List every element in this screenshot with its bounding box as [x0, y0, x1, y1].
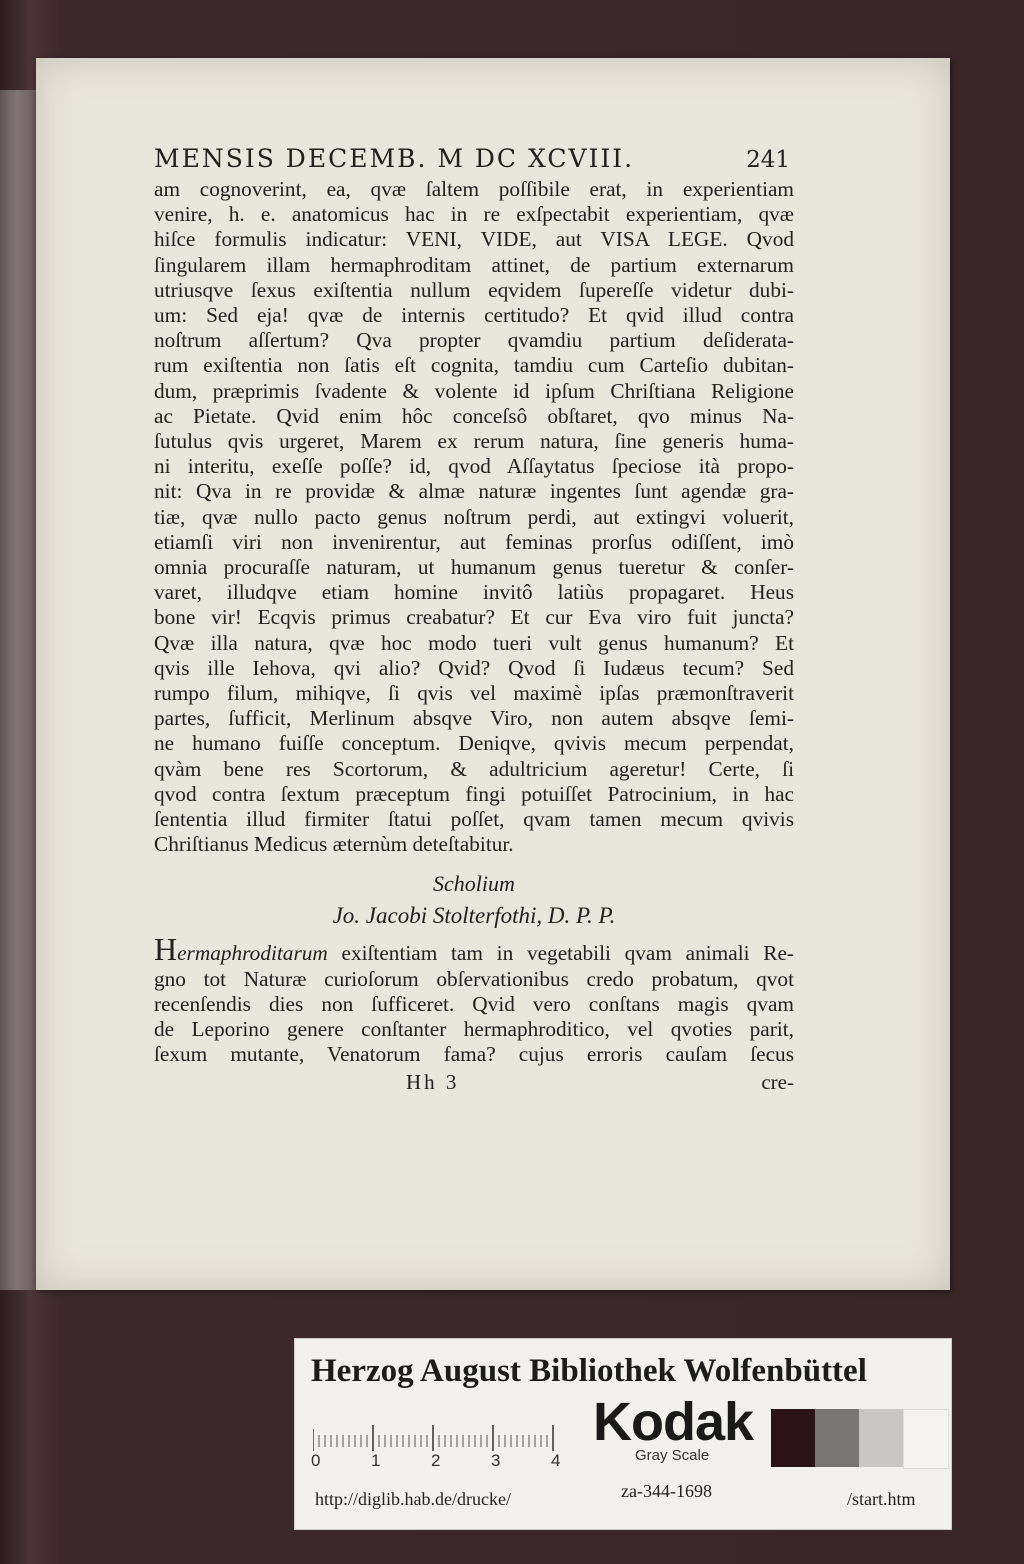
- catchword: cre-: [761, 1069, 794, 1094]
- book-spine: [0, 90, 40, 1290]
- scholium-author: Jo. Jacobi Stolterfothi, D. P. P.: [332, 903, 616, 929]
- kodak-logo: Kodak: [593, 1392, 754, 1452]
- text-line: hiſce formulis indicatur: VENI, VIDE, aut VISA LEGE. Qvod: [154, 227, 794, 252]
- text-line: Chriſtianus Medicus æternùm deteſtabitur.: [154, 832, 514, 857]
- text-line: nit: Qva in re providæ & almæ naturæ ingentes ſunt agendæ gra-: [154, 479, 794, 504]
- book-page: [36, 58, 950, 1290]
- page-number: 241: [746, 147, 790, 173]
- text-block: [154, 144, 794, 1095]
- text-line: etiamſi viri non invenirentur, aut feminas prorſus odiſſent, imò: [154, 529, 794, 554]
- text-line: ſutulus qvis urgeret, Marem ex rerum natura, ſine generis huma-: [154, 429, 794, 454]
- drop-cap: H: [154, 931, 178, 968]
- scholium-title: Scholium: [433, 871, 515, 897]
- text-line: ac Pietate. Qvid enim hôc conceſsô obſtaret, qvo minus Na-: [154, 403, 794, 428]
- text-line: qvàm bene res Scortorum, & adultricium ageretur! Certe, ſi: [154, 756, 794, 781]
- text-line: um: Sed eja! qvæ de internis certitudo? Et qvid illud contra: [154, 303, 794, 328]
- gray-scale-swatches: [771, 1409, 949, 1467]
- ruler-ticks: [313, 1407, 571, 1451]
- ruler-number: 3: [491, 1451, 501, 1470]
- text-line: bone vir! Ecqvis primus creabatur? Et cur Eva viro fuit juncta?: [154, 605, 794, 630]
- text-line: ſententia illud firmiter ſtatui poſſet, qvam tamen mecum qvivis: [154, 807, 794, 832]
- running-header: [154, 144, 794, 173]
- library-color-card: [294, 1338, 952, 1530]
- text-line: qvis ille Iehova, qvi alio? Qvid? Qvod ſi Iudæus tecum? Sed: [154, 655, 794, 680]
- first-line-rest: exiſtentiam tam in vegetabili qvam animali Re-: [327, 941, 794, 966]
- scholium-first-line: [154, 931, 794, 968]
- text-line: varet, illudqve etiam homine invitô latiùs propagaret. Heus: [154, 580, 794, 605]
- measure-ruler: [313, 1407, 571, 1451]
- body-text: [154, 177, 794, 857]
- scholium-text: [154, 931, 794, 1067]
- signature-mark: Hh 3: [406, 1069, 460, 1094]
- swatch-dark-gray: [815, 1409, 859, 1467]
- text-line: Qvæ illa natura, qvæ hoc modo tueri vult genus humanum? Et: [154, 630, 794, 655]
- running-title: MENSIS DECEMB. M DC XCVIII.: [154, 144, 635, 173]
- text-line: recenſendis dies non ſufficeret. Qvid vero conſtans magis qvam: [154, 991, 794, 1016]
- digital-library-url: http://diglib.hab.de/drucke/: [315, 1489, 511, 1509]
- ruler-number: 1: [371, 1451, 381, 1470]
- text-line: utriusqve ſexus exiſtentia nullum eqvidem ſupereſſe videtur dubi-: [154, 277, 794, 302]
- text-line: ſexum mutante, Venatorum fama? cujus erroris cauſam ſecus: [154, 1042, 794, 1067]
- text-line: partes, ſufficit, Merlinum absqve Viro, non autem absqve ſemi-: [154, 706, 794, 731]
- text-line: ne humano fuiſſe conceptum. Deniqve, qvivis mecum perpendat,: [154, 731, 794, 756]
- ruler-number: 0: [311, 1451, 321, 1470]
- text-line: am cognoverint, ea, qvæ ſaltem poſſibile erat, in experientiam: [154, 177, 794, 201]
- text-line: qvod contra ſextum præceptum fingi potuiſſet Patrocinium, in hac: [154, 781, 794, 806]
- ruler-numbers: [307, 1451, 587, 1475]
- first-word-rest: ermaphroditarum: [177, 941, 328, 966]
- swatch-black: [771, 1409, 815, 1467]
- shelfmark: za-344-1698: [621, 1481, 712, 1501]
- page-footer: [154, 1070, 794, 1095]
- text-line: rum exiſtentia non ſatis eſt cognita, tamdiu cum Carteſio dubitan-: [154, 353, 794, 378]
- text-line: tiæ, qvæ nullo pacto genus noſtrum perdi, aut extingvi voluerit,: [154, 504, 794, 529]
- text-line: ni interitu, exeſſe poſſe? id, qvod Aſſaytatus ſpeciose ità propo-: [154, 454, 794, 479]
- text-line: gno tot Naturæ curioſorum obſervationibus credo probatum, qvot: [154, 966, 794, 991]
- ruler-number: 2: [431, 1451, 441, 1470]
- gray-scale-label: Gray Scale: [635, 1447, 710, 1464]
- text-line: ſingularem illam hermaphroditam attinet, de partium externarum: [154, 252, 794, 277]
- text-line: noſtrum aſſertum? Qva propter qvamdiu partium deſiderata-: [154, 328, 794, 353]
- text-line: dum, præprimis ſvadente & volente id ipſum Chriſtiana Religione: [154, 378, 794, 403]
- text-line: de Leporino genere conſtanter hermaphroditico, vel qvoties parit,: [154, 1017, 794, 1042]
- library-name: Herzog August Bibliothek Wolfenbüttel: [311, 1353, 867, 1389]
- text-line: venire, h. e. anatomicus hac in re exſpectabit experientiam, qvæ: [154, 202, 794, 227]
- ruler-number: 4: [551, 1451, 561, 1470]
- text-line: omnia procuraſſe naturam, ut humanum genus tueretur & conſer-: [154, 555, 794, 580]
- text-line: rumpo filum, mihiqve, ſi qvis vel maximè ipſas præmonſtraverit: [154, 681, 794, 706]
- start-page: /start.htm: [847, 1489, 916, 1509]
- swatch-white: [903, 1409, 949, 1469]
- swatch-light-gray: [859, 1409, 903, 1467]
